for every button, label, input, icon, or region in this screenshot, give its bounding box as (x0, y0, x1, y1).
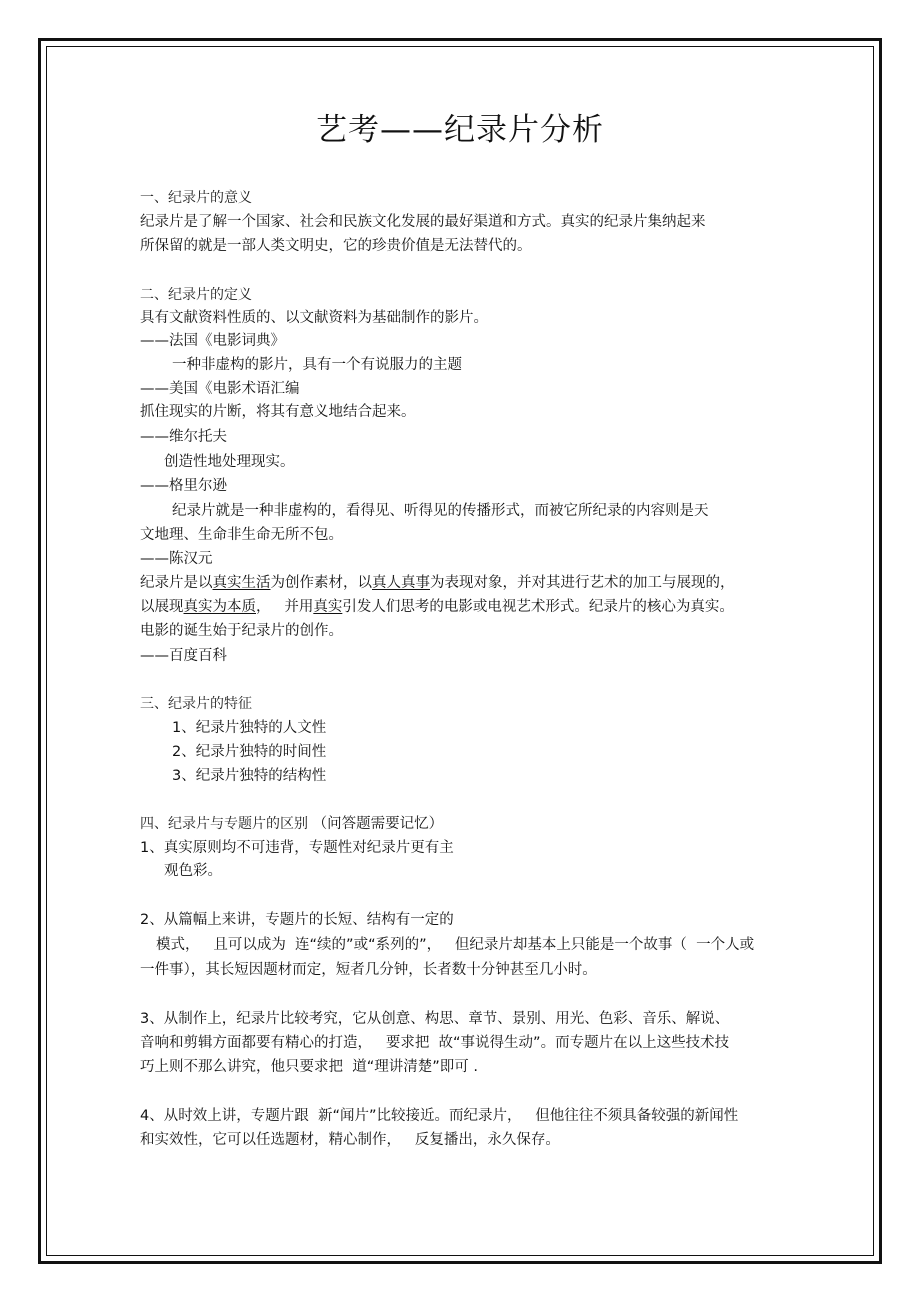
section-heading-text: 四、纪录片与专题片的区别 (140, 816, 308, 832)
definition-text: 一种非虚构的影片，具有一个有说服力的主题 (172, 357, 462, 373)
paragraph-line: 纪录片是了解一个国家、社会和民族文化发展的最好渠道和方式。真实的纪录片集纳起来 (140, 214, 706, 230)
text-run: 纪录片是以 (140, 575, 213, 591)
definition-text (140, 572, 735, 594)
section-heading-features: 三、纪录片的特征 (140, 696, 252, 712)
definition-text (140, 596, 734, 618)
text-run: 为创作素材，以 (270, 575, 372, 591)
underlined-term: 真人真事 (372, 575, 430, 591)
definition-source: ——维尔托夫 (140, 429, 227, 445)
definition-text: 文地理、生命非生命无所不包。 (140, 527, 343, 543)
section-heading-definition: 二、纪录片的定义 (140, 287, 252, 303)
section-heading-difference (140, 813, 443, 835)
paragraph-line: 巧上则不那么讲究，他只要求把 道“理讲清楚”即可 . (140, 1059, 478, 1075)
definition-text: 具有文献资料性质的、以文献资料为基础制作的影片。 (140, 310, 488, 326)
paragraph-line: 所保留的就是一部人类文明史，它的珍贵价值是无法替代的。 (140, 238, 532, 254)
paragraph-line: 音响和剪辑方面都要有精心的打造， 要求把 故“事说得生动”。而专题片在以上这些技术技 (140, 1035, 730, 1051)
paragraph-line: 1、真实原则均不可违背，专题性对纪录片更有主 (140, 840, 454, 856)
underlined-term: 真实 (313, 599, 343, 615)
definition-source: ——法国《电影词典》 (140, 333, 285, 349)
paragraph-line: 4、从时效上讲，专题片跟 新“闻片”比较接近。而纪录片， 但他往往不须具备较强的新闻性 (140, 1108, 739, 1124)
definition-text: 抓住现实的片断，将其有意义地结合起来。 (140, 404, 416, 420)
paragraph-line: 一件事），其长短因题材而定，短者几分钟，长者数十分钟甚至几小时。 (140, 962, 597, 978)
section-heading-meaning: 一、纪录片的意义 (140, 190, 252, 206)
page-title: 艺考——纪录片分析 (316, 112, 604, 148)
paragraph-line: 3、从制作上，纪录片比较考究，它从创意、构思、章节、景别、用光、色彩、音乐、解说、 (140, 1011, 730, 1027)
list-item: 1、纪录片独特的人文性 (172, 720, 327, 736)
section-heading-note: （问答题需要记忆） (312, 816, 444, 832)
text-run: 为表现对象，并对其进行艺术的加工与展现的， (430, 575, 735, 591)
underlined-term: 真实为本质 (183, 599, 256, 615)
text-run: ， 并用 (256, 599, 314, 615)
list-item: 3、纪录片独特的结构性 (172, 768, 327, 784)
paragraph-line: 2、从篇幅上来讲，专题片的长短、结构有一定的 (140, 912, 454, 928)
definition-source: ——陈汉元 (140, 551, 213, 567)
paragraph-line: 模式， 且可以成为 连“续的”或“系列的”， 但纪录片却基本上只能是一个故事（ 一个人或 (156, 937, 755, 953)
paragraph-line: 和实效性，它可以任选题材，精心制作， 反复播出，永久保存。 (140, 1132, 560, 1148)
definition-source: ——美国《电影术语汇编 (140, 381, 300, 397)
definition-source: ——格里尔逊 (140, 478, 227, 494)
text-run: 以展现 (140, 599, 184, 615)
text-run: 引发人们思考的电影或电视艺术形式。纪录片的核心为真实。 (342, 599, 734, 615)
paragraph-line: 观色彩。 (164, 863, 222, 879)
definition-text: 创造性地处理现实。 (164, 454, 295, 470)
definition-source: ——百度百科 (140, 648, 227, 664)
definition-text: 纪录片就是一种非虚构的，看得见、听得见的传播形式，而被它所纪录的内容则是天 (172, 503, 709, 519)
list-item: 2、纪录片独特的时间性 (172, 744, 327, 760)
underlined-term: 真实生活 (212, 575, 271, 591)
definition-text: 电影的诞生始于纪录片的创作。 (140, 623, 343, 639)
